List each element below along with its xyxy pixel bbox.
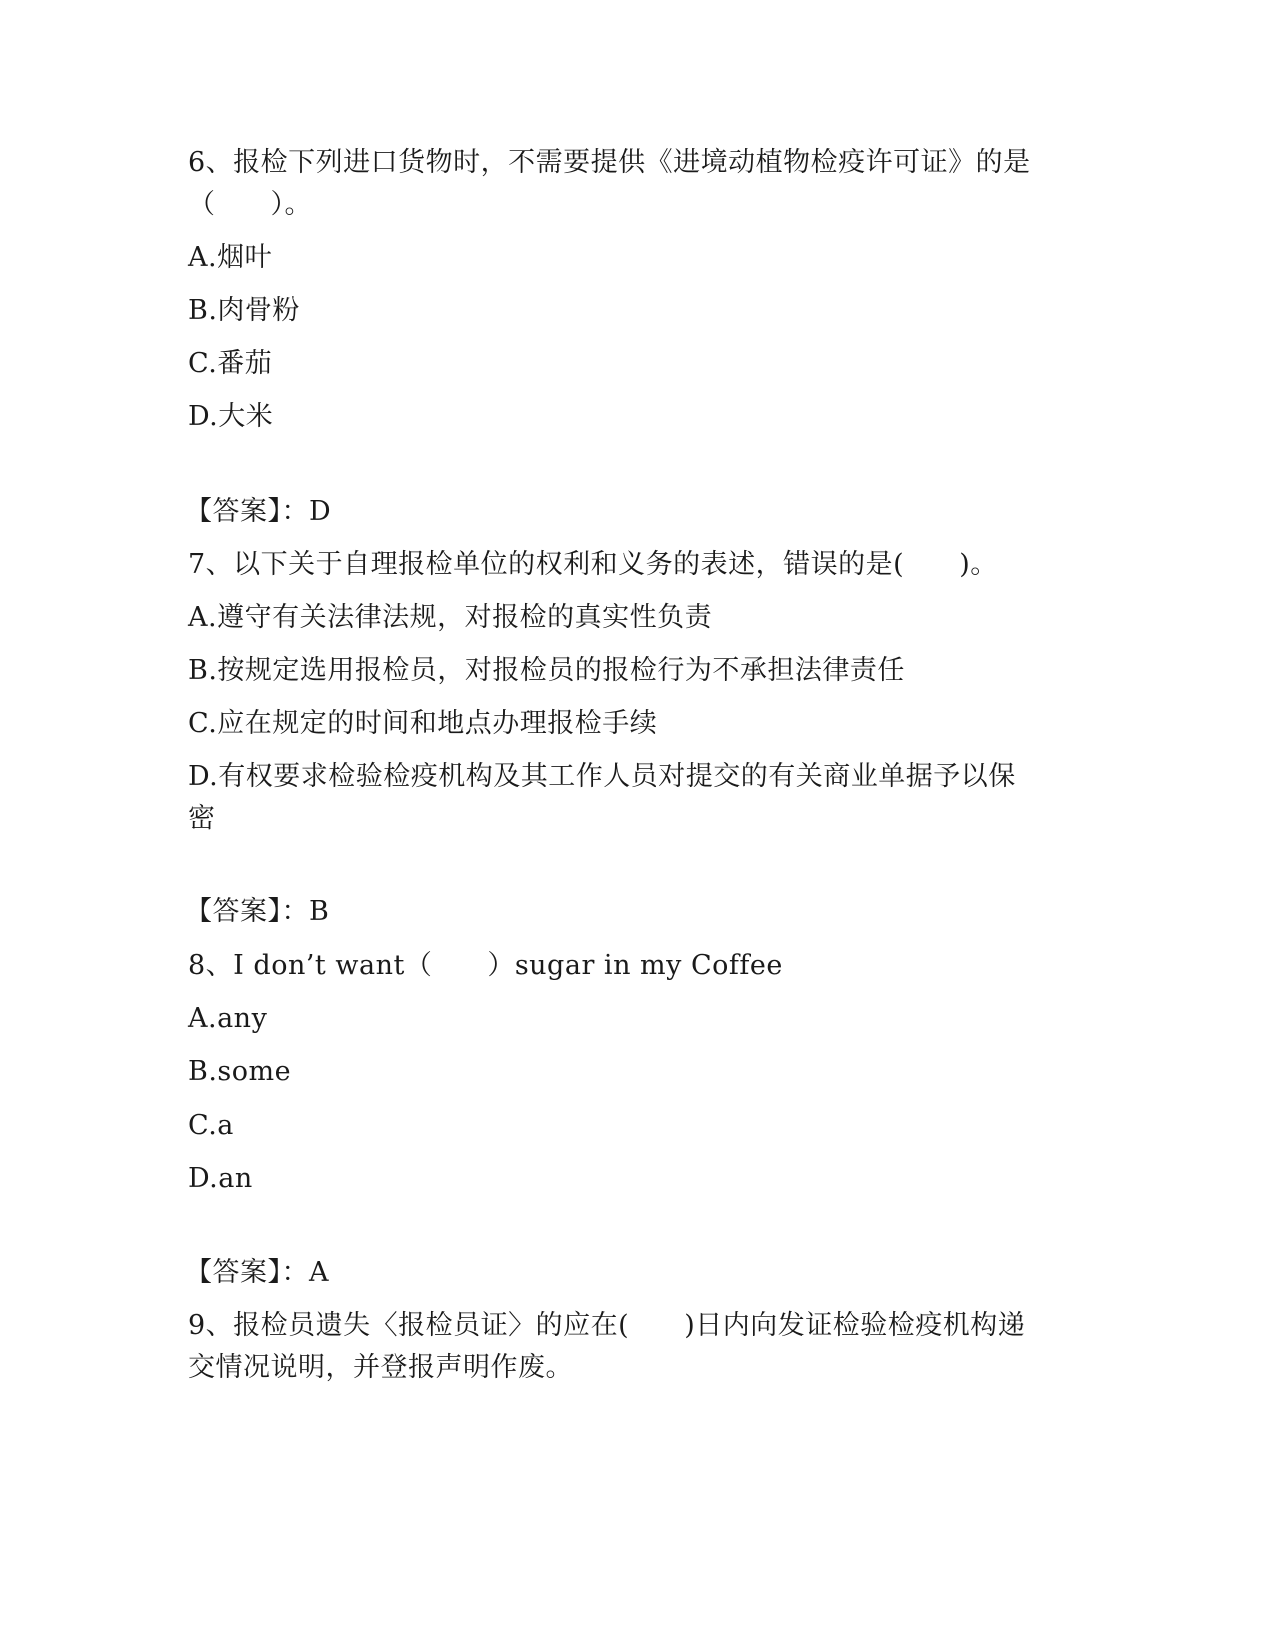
question-9-stem-line-2: 交情况说明，并登报声明作废。 (188, 1352, 573, 1383)
question-7-option-c: C.应在规定的时间和地点办理报检手续 (188, 708, 658, 739)
question-7-option-a: A.遵守有关法律法规，对报检的真实性负责 (188, 602, 713, 633)
question-8-option-b: B.some (188, 1056, 292, 1087)
question-7-stem-line-1: 7、以下关于自理报检单位的权利和义务的表述，错误的是( )。 (188, 549, 998, 580)
question-6-option-b: B.肉骨粉 (188, 295, 300, 326)
question-8-option-a: A.any (188, 1003, 268, 1034)
question-6-option-c: C.番茄 (188, 348, 273, 379)
question-8-stem-line-1: 8、I don’t want（ ）sugar in my Coffee (188, 950, 783, 981)
question-7-option-b: B.按规定选用报检员，对报检员的报检行为不承担法律责任 (188, 655, 905, 686)
question-6-answer: 【答案】：D (185, 496, 332, 527)
question-8-option-c: C.a (188, 1110, 234, 1141)
question-7-option-d-line-1: D.有权要求检验检疫机构及其工作人员对提交的有关商业单据予以保 (188, 761, 1016, 792)
question-8-answer: 【答案】：A (185, 1257, 329, 1288)
question-8-option-d: D.an (188, 1163, 253, 1194)
question-6-stem-line-1: 6、报检下列进口货物时，不需要提供《进境动植物检疫许可证》的是 (188, 147, 1031, 178)
question-7-option-d-line-2: 密 (188, 803, 216, 834)
question-6-stem-line-2: （ ）。 (188, 189, 312, 220)
question-6-option-a: A.烟叶 (188, 242, 273, 273)
question-9-stem-line-1: 9、报检员遗失〈报检员证〉的应在( )日内向发证检验检疫机构递 (188, 1310, 1026, 1341)
question-7-answer: 【答案】：B (185, 896, 330, 927)
question-6-option-d: D.大米 (188, 401, 274, 432)
